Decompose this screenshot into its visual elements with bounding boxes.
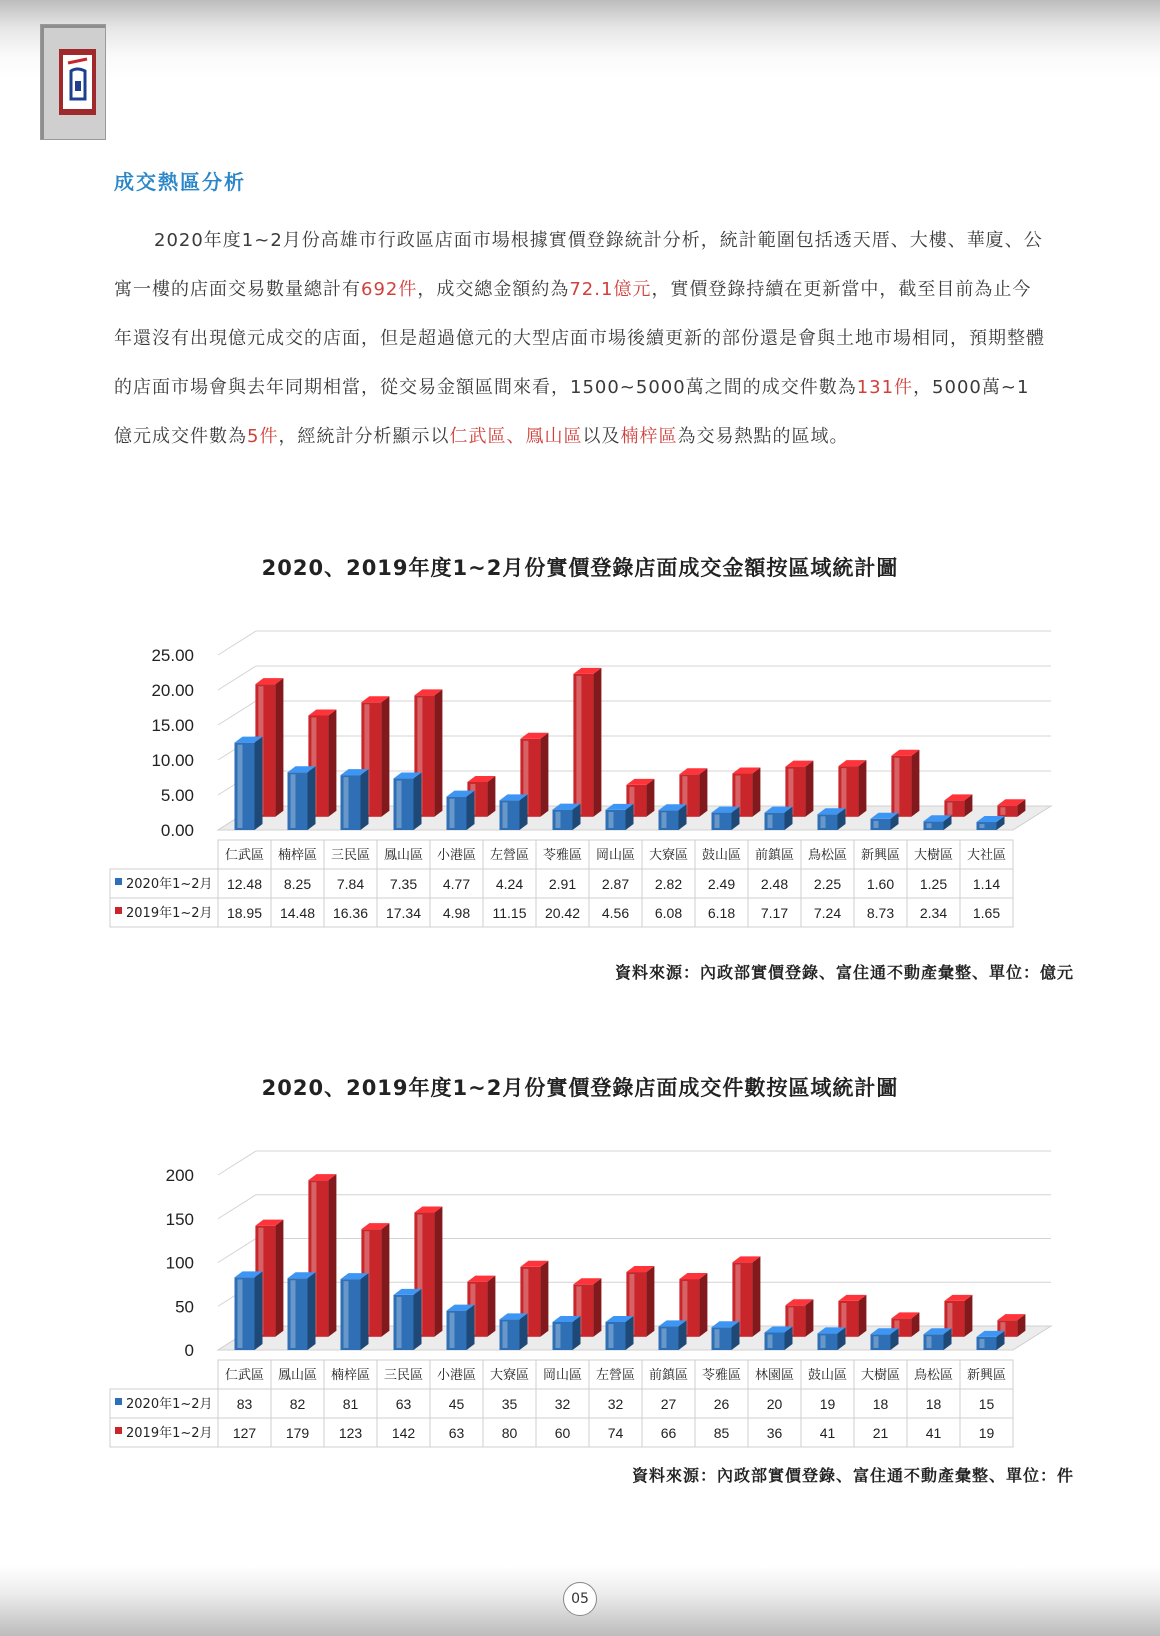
bar-2020 [394,773,422,830]
data-label: 7.84 [336,876,365,892]
data-label: 123 [338,1425,363,1441]
x-category-label: 前鎮區 [648,1368,689,1383]
bar-highlight [556,1324,561,1348]
gridline [218,631,1051,655]
x-category-label: 大樹區 [913,848,954,863]
bar-highlight [503,1321,508,1348]
data-label: 179 [285,1425,310,1441]
data-label: 85 [713,1425,730,1441]
data-label: 2.34 [919,905,948,921]
data-label: 12.48 [226,876,263,892]
bar-highlight [947,802,952,814]
bar-2020 [659,804,687,830]
bar-2020 [500,1313,528,1350]
highlight-text: 楠梓區 [620,426,678,447]
data-label: 41 [819,1425,836,1441]
x-category-label: 苓雅區 [542,848,583,863]
data-label: 16.36 [332,905,369,921]
data-label: 17.34 [385,905,422,921]
gridline [218,1195,1051,1219]
bar-side [308,766,316,830]
data-label: 32 [607,1396,624,1412]
data-label: 7.24 [813,905,842,921]
bar-highlight [450,799,455,828]
bar-2019 [891,750,919,817]
data-label: 1.65 [972,905,1001,921]
gridline [218,666,1051,690]
bar-2020 [447,791,475,830]
data-label: 41 [925,1425,942,1441]
paragraph-text: ，成交總金額約為 [417,279,570,300]
bar-2020 [765,807,793,830]
y-tick-label: 200 [165,1166,194,1185]
x-category-label: 仁武區 [224,848,265,863]
data-label: 18 [925,1396,942,1412]
bar-side [255,1271,263,1350]
bar-side [275,678,283,817]
bar-2020 [394,1289,422,1350]
bar-2020 [500,794,528,830]
bar-2020 [924,1328,952,1350]
data-label: 27 [660,1396,677,1412]
section-title: 成交熱區分析 [114,170,246,194]
x-category-label: 岡山區 [595,848,636,863]
x-category-label: 鳳山區 [383,848,424,863]
bar-side [487,776,495,817]
data-label: 20.42 [544,905,581,921]
paragraph-text: 2020年度1~2月份高雄市行政區店面市場根據實價登錄統計分析，統計範圍包括透天厝、大樓、華廈、公寓一樓的店面交易數量總計有 [114,230,1043,300]
bar-side [540,733,548,817]
y-tick-label: 150 [165,1209,194,1229]
bar-side [964,1295,972,1337]
bar-highlight [768,1335,773,1349]
bar-highlight [344,777,349,828]
bar-2020 [235,737,263,830]
data-label: 4.77 [442,876,471,892]
bar-2020 [447,1305,475,1350]
bar-highlight [874,821,879,828]
bar-side [275,1220,283,1337]
chart-title-count: 2020、2019年度1~2月份實價登錄店面成交件數按區域統計圖 [261,1076,899,1100]
x-category-label: 楠梓區 [330,1368,371,1383]
data-label: 18 [872,1396,889,1412]
chart-title-amount: 2020、2019年度1~2月份實價登錄店面成交金額按區域統計圖 [261,556,899,580]
bar-highlight [821,816,826,828]
logo-emblem [59,49,96,115]
bar-side [540,1261,548,1337]
bar-side [752,768,760,817]
bar-2019 [573,668,601,817]
bar-2020 [606,1316,634,1350]
data-table [110,1360,1013,1447]
data-label: 15 [978,1396,995,1412]
x-category-label: 小港區 [436,848,477,863]
data-label: 7.17 [760,905,789,921]
bar-2020 [288,1272,316,1350]
bar-side [699,768,707,817]
x-category-label: 仁武區 [224,1368,265,1383]
data-label: 80 [501,1425,518,1441]
bar-highlight [662,1328,667,1348]
bar-side [805,1299,813,1337]
x-category-label: 左營區 [595,1368,636,1383]
bar-highlight [576,676,581,815]
data-label: 1.60 [866,876,895,892]
bar-2019 [944,794,972,816]
bar-side [858,1295,866,1337]
x-category-label: 新興區 [966,1368,1007,1383]
legend-label: 2019年1~2月 [126,906,213,921]
bar-highlight [344,1281,349,1348]
highlight-text: 72.1億元 [569,279,652,300]
bar-side [255,737,263,830]
bar-side [646,779,654,817]
data-table [110,840,1013,927]
bar-side [328,709,336,816]
bar-highlight [768,815,773,828]
x-category-label: 鳥松區 [807,848,848,863]
bar-2020 [977,1331,1005,1350]
bar-2020 [606,804,634,830]
bar-side [593,1278,601,1337]
bar-2020 [871,1328,899,1350]
bar-side [434,1207,442,1337]
x-category-label: 鳥松區 [913,1368,954,1383]
bar-side [414,1289,422,1350]
bar-highlight [715,815,720,828]
data-label: 6.08 [654,905,683,921]
gridline [218,1239,1051,1263]
y-tick-label: 10.00 [151,751,194,770]
data-label: 127 [232,1425,257,1441]
logo [40,24,106,140]
data-label: 19 [978,1425,995,1441]
bar-2020 [341,769,369,830]
highlight-text: 5件 [247,426,279,447]
y-tick-label: 50 [175,1297,194,1317]
data-label: 81 [342,1396,359,1412]
gridline [218,701,1051,725]
data-label: 2.49 [707,876,736,892]
highlight-text: 131件 [856,377,914,398]
data-label: 82 [289,1396,306,1412]
bar-side [308,1272,316,1350]
x-category-label: 苓雅區 [701,1368,742,1383]
bar-highlight [450,1313,455,1348]
x-category-label: 左營區 [489,848,530,863]
x-category-label: 大社區 [966,848,1007,863]
bar-highlight [397,781,402,828]
bar-side [911,750,919,817]
x-category-label: 鳳山區 [277,1368,318,1383]
paragraph-text: ，實價登錄持續在更新當中，截至目前為止今年還沒有出現億元成交的店面，但是超過億元的大型店面市場後續更新的部份還是會與土地市場相同，預期整體的店面市場會與去年同期相當，從交易金額區間來看，1500~5000萬之間的成交件數為 [114,279,1045,398]
data-label: 66 [660,1425,677,1441]
x-category-label: 三民區 [383,1368,424,1383]
chart-source-amount: 資料來源：內政部實價登錄、富住通不動產彙整、單位：億元 [614,963,1074,982]
bar-side [467,1305,475,1350]
bar-side [467,791,475,830]
x-category-label: 小港區 [436,1368,477,1383]
bar-2020 [818,1327,846,1350]
bar-side [699,1273,707,1337]
gridline [218,1151,1051,1175]
data-label: 18.95 [226,905,263,921]
chart-count-by-district [0,1150,1160,1460]
bar-side [646,1266,654,1337]
bar-highlight [1000,807,1005,815]
bar-highlight [715,1329,720,1348]
y-tick-label: 20.00 [151,681,194,700]
bar-side [520,794,528,830]
highlight-text: 仁武區、鳳山區 [449,426,583,447]
bar-side [434,689,442,816]
bar-side [858,760,866,817]
data-label: 19 [819,1396,836,1412]
data-label: 4.24 [495,876,524,892]
bar-side [520,1313,528,1350]
x-category-label: 三民區 [330,848,371,863]
bar-highlight [841,768,846,815]
legend-swatch [115,878,122,885]
legend-label: 2020年1~2月 [126,877,213,892]
data-label: 2.25 [813,876,842,892]
bar-2020 [341,1273,369,1350]
bar-side [381,1223,389,1337]
bar-highlight [503,802,508,828]
data-label: 2.48 [760,876,789,892]
data-label: 11.15 [492,905,527,921]
bar-side [414,773,422,830]
bar-side [593,668,601,817]
data-label: 60 [554,1425,571,1441]
y-tick-label: 0.00 [160,821,194,840]
bar-highlight [980,824,985,828]
bar-highlight [609,1324,614,1348]
paragraph-text: 以及 [582,426,621,447]
highlight-text: 692件 [361,279,418,300]
top-banner [0,0,1160,80]
bar-2020 [553,1316,581,1350]
x-category-label: 岡山區 [542,1368,583,1383]
paragraph-text: 為交易熱點的區域。 [677,426,849,447]
bar-side [328,1174,336,1337]
legend-label: 2020年1~2月 [126,1397,213,1412]
data-label: 142 [391,1425,416,1441]
x-category-label: 大寮區 [648,848,689,863]
legend-swatch [115,907,122,914]
x-category-label: 鼓山區 [807,1368,848,1383]
bar-2020 [553,804,581,830]
bar-side [361,1273,369,1350]
paragraph-text: ，經統計分析顯示以 [278,426,450,447]
bar-highlight [397,1297,402,1348]
bar-side [361,769,369,830]
bar-2020 [712,807,740,830]
x-category-label: 林園區 [754,1368,795,1383]
data-label: 32 [554,1396,571,1412]
bar-highlight [821,1335,826,1348]
y-tick-label: 100 [165,1253,194,1273]
gridline [218,736,1051,760]
data-label: 35 [501,1396,518,1412]
bar-2020 [235,1271,263,1350]
bar-side [381,696,389,817]
y-tick-label: 5.00 [160,786,194,805]
bar-highlight [874,1336,879,1348]
page-number: 05 [563,1582,597,1616]
bar-highlight [238,1279,243,1348]
data-label: 26 [713,1396,730,1412]
data-label: 20 [766,1396,783,1412]
bar-2020 [712,1321,740,1350]
data-label: 4.98 [442,905,471,921]
data-label: 36 [766,1425,783,1441]
data-label: 21 [872,1425,889,1441]
intro-paragraph [114,216,1046,461]
data-label: 7.35 [389,876,418,892]
data-label: 74 [607,1425,624,1441]
bar-side [805,761,813,817]
legend-swatch [115,1398,122,1405]
data-label: 1.25 [919,876,948,892]
data-label: 2.91 [548,876,577,892]
x-category-label: 新興區 [860,848,901,863]
chart-amount-by-district [0,630,1160,950]
bar-side [487,1276,495,1337]
bar-2020 [659,1320,687,1350]
data-label: 2.87 [601,876,630,892]
bar-highlight [662,812,667,828]
bar-highlight [291,774,296,828]
data-label: 63 [395,1396,412,1412]
y-tick-label: 15.00 [151,716,194,735]
paragraph-text: ，5000萬~1億元成交件數為 [114,377,1030,447]
y-tick-label: 25.00 [151,646,194,665]
bar-highlight [556,812,561,828]
data-label: 14.48 [279,905,316,921]
data-label: 6.18 [707,905,736,921]
data-label: 8.25 [283,876,312,892]
bar-highlight [980,1339,985,1348]
bar-highlight [927,823,932,828]
bar-2020 [765,1327,793,1351]
data-label: 8.73 [866,905,895,921]
x-category-label: 大樹區 [860,1368,901,1383]
bar-highlight [927,1336,932,1348]
bar-highlight [291,1280,296,1348]
bar-highlight [609,812,614,828]
x-category-label: 前鎮區 [754,848,795,863]
y-tick-label: 0 [184,1341,194,1360]
bar-2020 [818,808,846,830]
bar-side [752,1256,760,1336]
x-category-label: 鼓山區 [701,848,742,863]
data-label: 4.56 [601,905,630,921]
chart-source-count: 資料來源：內政部實價登錄、富住通不動產彙整、單位：件 [631,1466,1074,1485]
data-label: 1.14 [972,876,1001,892]
data-label: 2.82 [654,876,683,892]
bar-2020 [288,766,316,830]
x-category-label: 楠梓區 [277,848,318,863]
legend-label: 2019年1~2月 [126,1426,213,1441]
bar-highlight [894,758,899,815]
data-label: 63 [448,1425,465,1441]
x-category-label: 大寮區 [489,1368,530,1383]
bar-highlight [238,745,243,828]
data-label: 45 [448,1396,465,1412]
legend-swatch [115,1427,122,1434]
data-label: 83 [236,1396,253,1412]
